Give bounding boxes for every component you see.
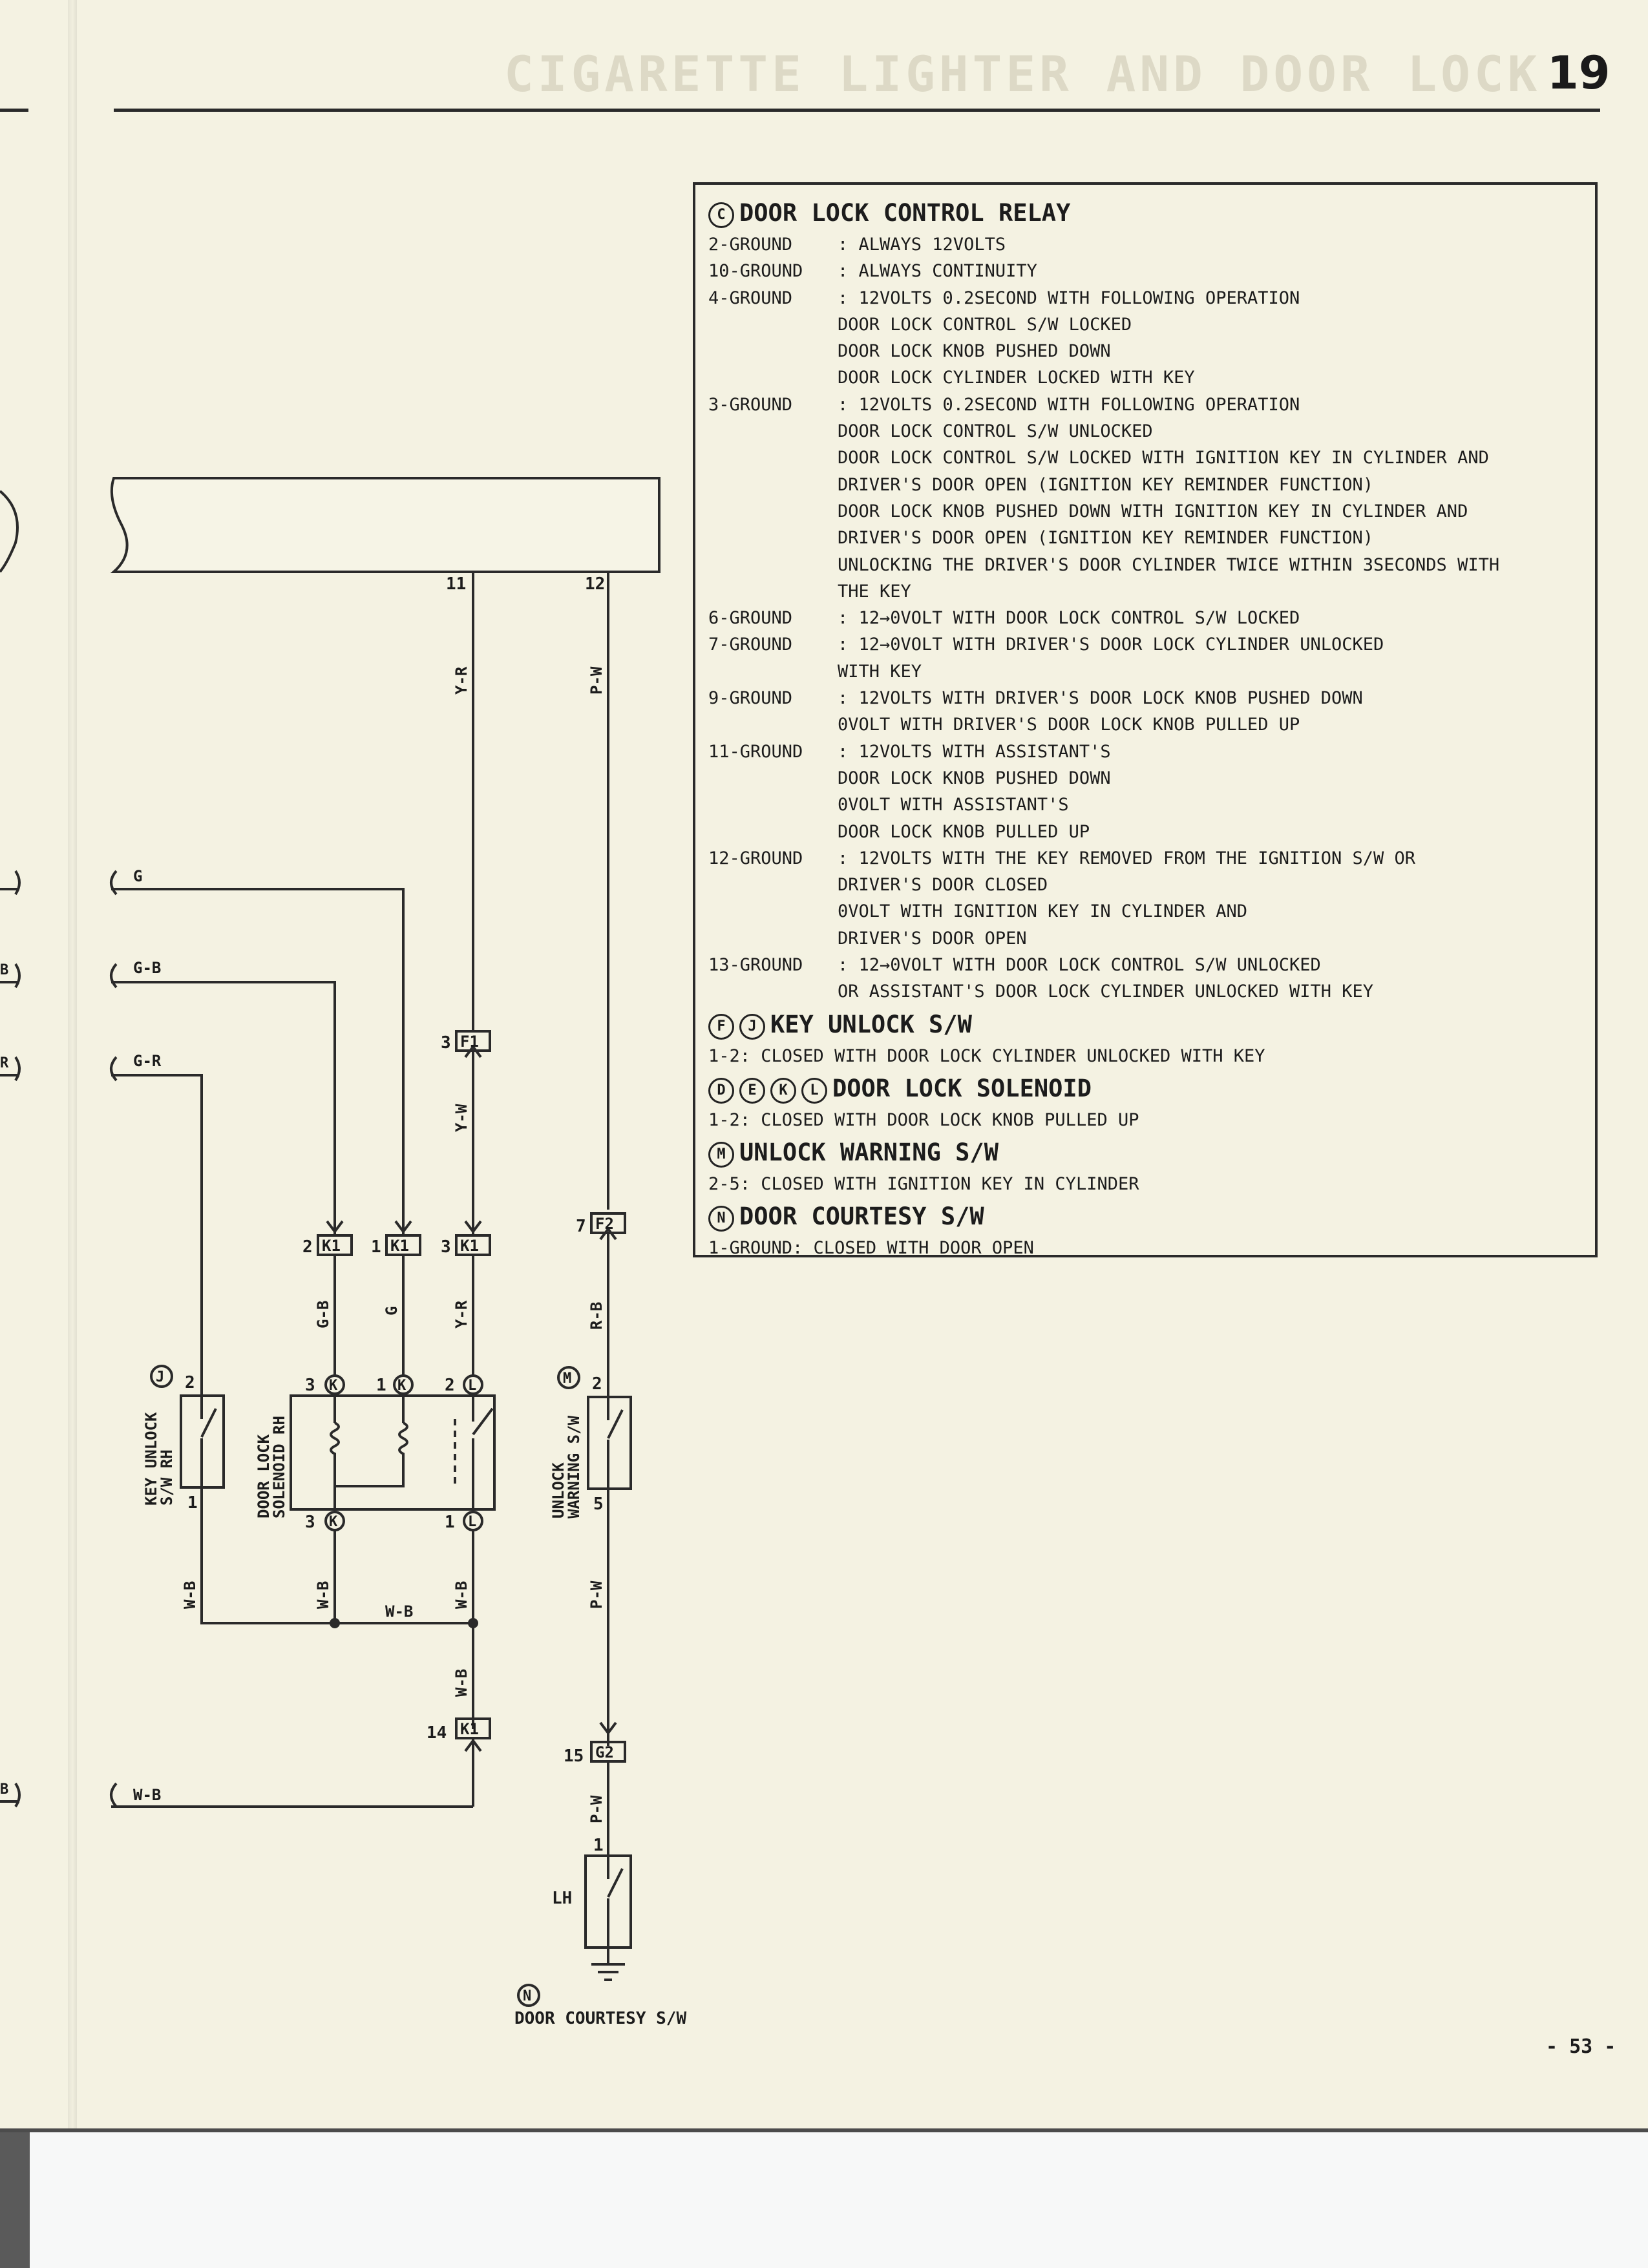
connector-f2-label: F2	[595, 1215, 614, 1233]
bracket-g-b	[111, 964, 116, 987]
wire-label-g-left: G	[133, 867, 143, 885]
wire-label-y-r: Y-R	[452, 666, 470, 695]
wire-label-w-b-1: W-B	[181, 1580, 199, 1609]
ground-symbol-icon	[591, 1964, 625, 1980]
unlock-warning-label-2: WARNING S/W	[565, 1416, 583, 1518]
wire-label-w-b-2: W-B	[314, 1580, 332, 1609]
sol-pin-3-bottom: 3	[305, 1513, 315, 1532]
wire-g-r	[111, 1075, 202, 1394]
badge-n-label: N	[523, 1988, 532, 2004]
wire-label-w-b-left: W-B	[133, 1786, 162, 1804]
solenoid-label-2: SOLENOID RH	[270, 1416, 288, 1518]
relay-pin-11: 11	[446, 574, 467, 594]
spec-condition: : 12VOLTS WITH DRIVER'S DOOR LOCK KNOB PUSHED DOWN 0VOLT WITH DRIVER'S DOOR LOCK KNOB PULLED UP	[838, 688, 1363, 735]
badge-j-icon: J	[739, 1014, 765, 1040]
relay-title-text: DOOR LOCK CONTROL RELAY	[739, 199, 1071, 227]
component-title: DOOR COURTESY S/W	[739, 1202, 984, 1230]
spec-condition: : ALWAYS CONTINUITY	[838, 261, 1037, 282]
component-title: KEY UNLOCK S/W	[770, 1010, 972, 1038]
pin-15-g2: 15	[564, 1747, 584, 1766]
footer-page-number: - 53 -	[1546, 2035, 1616, 2058]
relay-body	[112, 478, 659, 572]
connector-k1-c-label: K1	[460, 1237, 479, 1255]
edge-fragment-r: R	[0, 1055, 9, 1071]
connector-k1-b-label: K1	[390, 1237, 409, 1255]
connector-g2-label: G2	[595, 1743, 614, 1761]
spec-terminal: 6-GROUND	[708, 608, 793, 629]
component-title: DOOR LOCK SOLENOID	[832, 1074, 1092, 1102]
courtesy-lh-label: LH	[552, 1889, 573, 1908]
spec-condition: : ALWAYS 12VOLTS	[838, 235, 1006, 255]
spec-condition: : 12→0VOLT WITH DRIVER'S DOOR LOCK CYLINDER UNLOCKED WITH KEY	[838, 635, 1384, 682]
pin-1-k1: 1	[371, 1237, 381, 1257]
component-detail: 1-2: CLOSED WITH DOOR LOCK CYLINDER UNLOCKED WITH KEY	[708, 1045, 1265, 1066]
pin-3-f1: 3	[441, 1033, 451, 1053]
junction-dot-b	[469, 1619, 477, 1627]
badge-j-label: J	[156, 1369, 165, 1385]
spec-condition: : 12VOLTS WITH THE KEY REMOVED FROM THE IGNITION S/W OR DRIVER'S DOOR CLOSED 0VOLT WITH IGNITION KEY IN CYLINDER AND DRIVER'S DOOR OPEN	[838, 848, 1416, 949]
solenoid-switch	[473, 1396, 492, 1509]
badge-k-bottom-label: K	[329, 1514, 338, 1530]
connector-k1-d-label: K1	[460, 1720, 479, 1738]
wire-label-r-b: R-B	[587, 1301, 606, 1330]
relay-pin-12: 12	[585, 574, 606, 594]
wire-label-p-w: P-W	[587, 666, 606, 695]
page-number: 19	[1547, 47, 1611, 100]
component-title: UNLOCK WARNING S/W	[739, 1138, 998, 1166]
component-detail: 2-5: CLOSED WITH IGNITION KEY IN CYLINDER	[708, 1173, 1139, 1194]
ghost-header-text: CIGARETTE LIGHTER AND DOOR LOCK	[504, 45, 1541, 103]
spec-terminal: 9-GROUND	[708, 688, 793, 709]
edge-wire-a	[0, 871, 19, 894]
badge-d-icon: D	[708, 1078, 734, 1104]
spec-condition: : 12VOLTS 0.2SECOND WITH FOLLOWING OPERATION DOOR LOCK CONTROL S/W UNLOCKED DOOR LOCK CONTROL S/W LOCKED WITH IGNITION KEY IN CYLINDER AND DRIVER'S DOOR OPEN (IGNITION KEY REMINDER FUNCTION) DOOR LOCK KNOB PUSHED DOWN WITH IGNITION KEY IN CYLINDER AND DRIVER'S DOOR OPEN (IGNITION KEY REMINDER FUNCTION) UNLOCKING THE DRIVER'S DOOR CYLINDER TWICE WITHIN 3SECONDS WITH THE KEY	[838, 394, 1500, 602]
sol-pin-1-bottom: 1	[445, 1513, 455, 1532]
connector-f1-label: F1	[460, 1033, 479, 1051]
pin-2-k1: 2	[302, 1237, 313, 1257]
pin-7-f2: 7	[576, 1217, 586, 1236]
wire-label-w-b-5: W-B	[452, 1668, 470, 1697]
wire-label-g-b: G-B	[314, 1300, 332, 1328]
scan-left-strip	[0, 2132, 30, 2268]
badge-k-icon: K	[770, 1078, 796, 1104]
badge-l-bottom-label: L	[468, 1514, 477, 1530]
wire-label-g: G	[383, 1306, 401, 1316]
badge-f-icon: F	[708, 1014, 734, 1040]
key-unlock-contact	[202, 1396, 216, 1487]
badge-m-label: M	[563, 1370, 572, 1387]
badge-l-icon: L	[801, 1078, 827, 1104]
connector-k1-a-label: K1	[322, 1237, 341, 1255]
badge-l-top-label: L	[468, 1378, 477, 1394]
badge-n-icon: N	[708, 1206, 734, 1232]
wire-g-b	[111, 982, 335, 1235]
component-detail: 1-GROUND: CLOSED WITH DOOR OPEN	[708, 1237, 1034, 1258]
badge-k-top-b-label: K	[397, 1378, 407, 1394]
solenoid-coil-b	[335, 1396, 407, 1486]
spec-terminal: 10-GROUND	[708, 261, 803, 282]
edge-fragment-b2: B	[0, 1781, 9, 1798]
wire-label-y-r-lower: Y-R	[452, 1300, 470, 1328]
component-detail: 1-2: CLOSED WITH DOOR LOCK KNOB PULLED UP	[708, 1109, 1139, 1130]
pin-3-k1: 3	[441, 1237, 451, 1257]
spec-condition: : 12VOLTS 0.2SECOND WITH FOLLOWING OPERATION DOOR LOCK CONTROL S/W LOCKED DOOR LOCK KNOB PUSHED DOWN DOOR LOCK CYLINDER LOCKED WITH KEY	[838, 288, 1300, 388]
spec-terminal: 3-GROUND	[708, 394, 793, 415]
badge-c-icon: C	[708, 202, 734, 228]
courtesy-pin-1: 1	[593, 1836, 604, 1855]
solenoid-label-1: DOOR LOCK	[255, 1434, 273, 1518]
unlock-warning-contact	[608, 1397, 622, 1489]
spec-terminal: 12-GROUND	[708, 848, 803, 868]
bracket-g-r	[111, 1057, 116, 1080]
badge-e-icon: E	[739, 1078, 765, 1104]
key-unlock-pin-1: 1	[187, 1493, 198, 1513]
wire-label-w-b-3: W-B	[385, 1602, 414, 1621]
spec-condition: : 12→0VOLT WITH DOOR LOCK CONTROL S/W UNLOCKED OR ASSISTANT'S DOOR LOCK CYLINDER UNLOCKED WITH KEY	[838, 955, 1374, 1002]
solenoid-coil-a	[331, 1396, 339, 1486]
unlock-warning-label-1: UNLOCK	[549, 1462, 567, 1518]
wire-label-p-w-3: P-W	[587, 1795, 606, 1823]
scan-background	[0, 2132, 1648, 2268]
courtesy-label: DOOR COURTESY S/W	[514, 2009, 687, 2028]
unlock-warning-pin-5: 5	[593, 1495, 604, 1514]
wire-label-w-b-4: W-B	[452, 1580, 470, 1609]
sol-pin-1-top: 1	[376, 1376, 386, 1395]
key-unlock-label-1: KEY UNLOCK	[142, 1412, 160, 1506]
bracket-w-b	[111, 1783, 116, 1807]
door-lock-solenoid	[291, 1396, 494, 1509]
sol-pin-2-top: 2	[445, 1376, 455, 1395]
prev-page-bracket	[0, 491, 17, 572]
sol-pin-3-top: 3	[305, 1376, 315, 1395]
junction-dot-a	[331, 1619, 339, 1627]
wire-label-y-w: Y-W	[452, 1104, 470, 1132]
spec-terminal: 4-GROUND	[708, 288, 793, 308]
bracket-g	[111, 871, 116, 894]
spec-condition: : 12VOLTS WITH ASSISTANT'S DOOR LOCK KNOB PUSHED DOWN 0VOLT WITH ASSISTANT'S DOOR LOCK KNOB PULLED UP	[838, 741, 1111, 842]
pin-14-k1: 14	[427, 1723, 447, 1743]
spec-condition: : 12→0VOLT WITH DOOR LOCK CONTROL S/W LOCKED	[838, 608, 1300, 629]
wire-label-g-r-left: G-R	[133, 1052, 162, 1070]
spec-terminal: 7-GROUND	[708, 635, 793, 655]
edge-fragment-b1: B	[0, 962, 9, 978]
unlock-warning-pin-2: 2	[592, 1374, 602, 1394]
spec-terminal: 2-GROUND	[708, 235, 793, 255]
spec-terminal: 11-GROUND	[708, 741, 803, 762]
wire-label-p-w-2: P-W	[587, 1580, 606, 1609]
spec-terminal: 13-GROUND	[708, 955, 803, 976]
key-unlock-pin-2: 2	[185, 1373, 195, 1392]
key-unlock-label-2: S/W RH	[158, 1449, 176, 1506]
wire-w-b-bus	[202, 1487, 473, 1623]
badge-k-top-a-label: K	[329, 1378, 338, 1394]
badge-m-icon: M	[708, 1142, 734, 1168]
wire-label-g-b-left: G-B	[133, 959, 162, 977]
